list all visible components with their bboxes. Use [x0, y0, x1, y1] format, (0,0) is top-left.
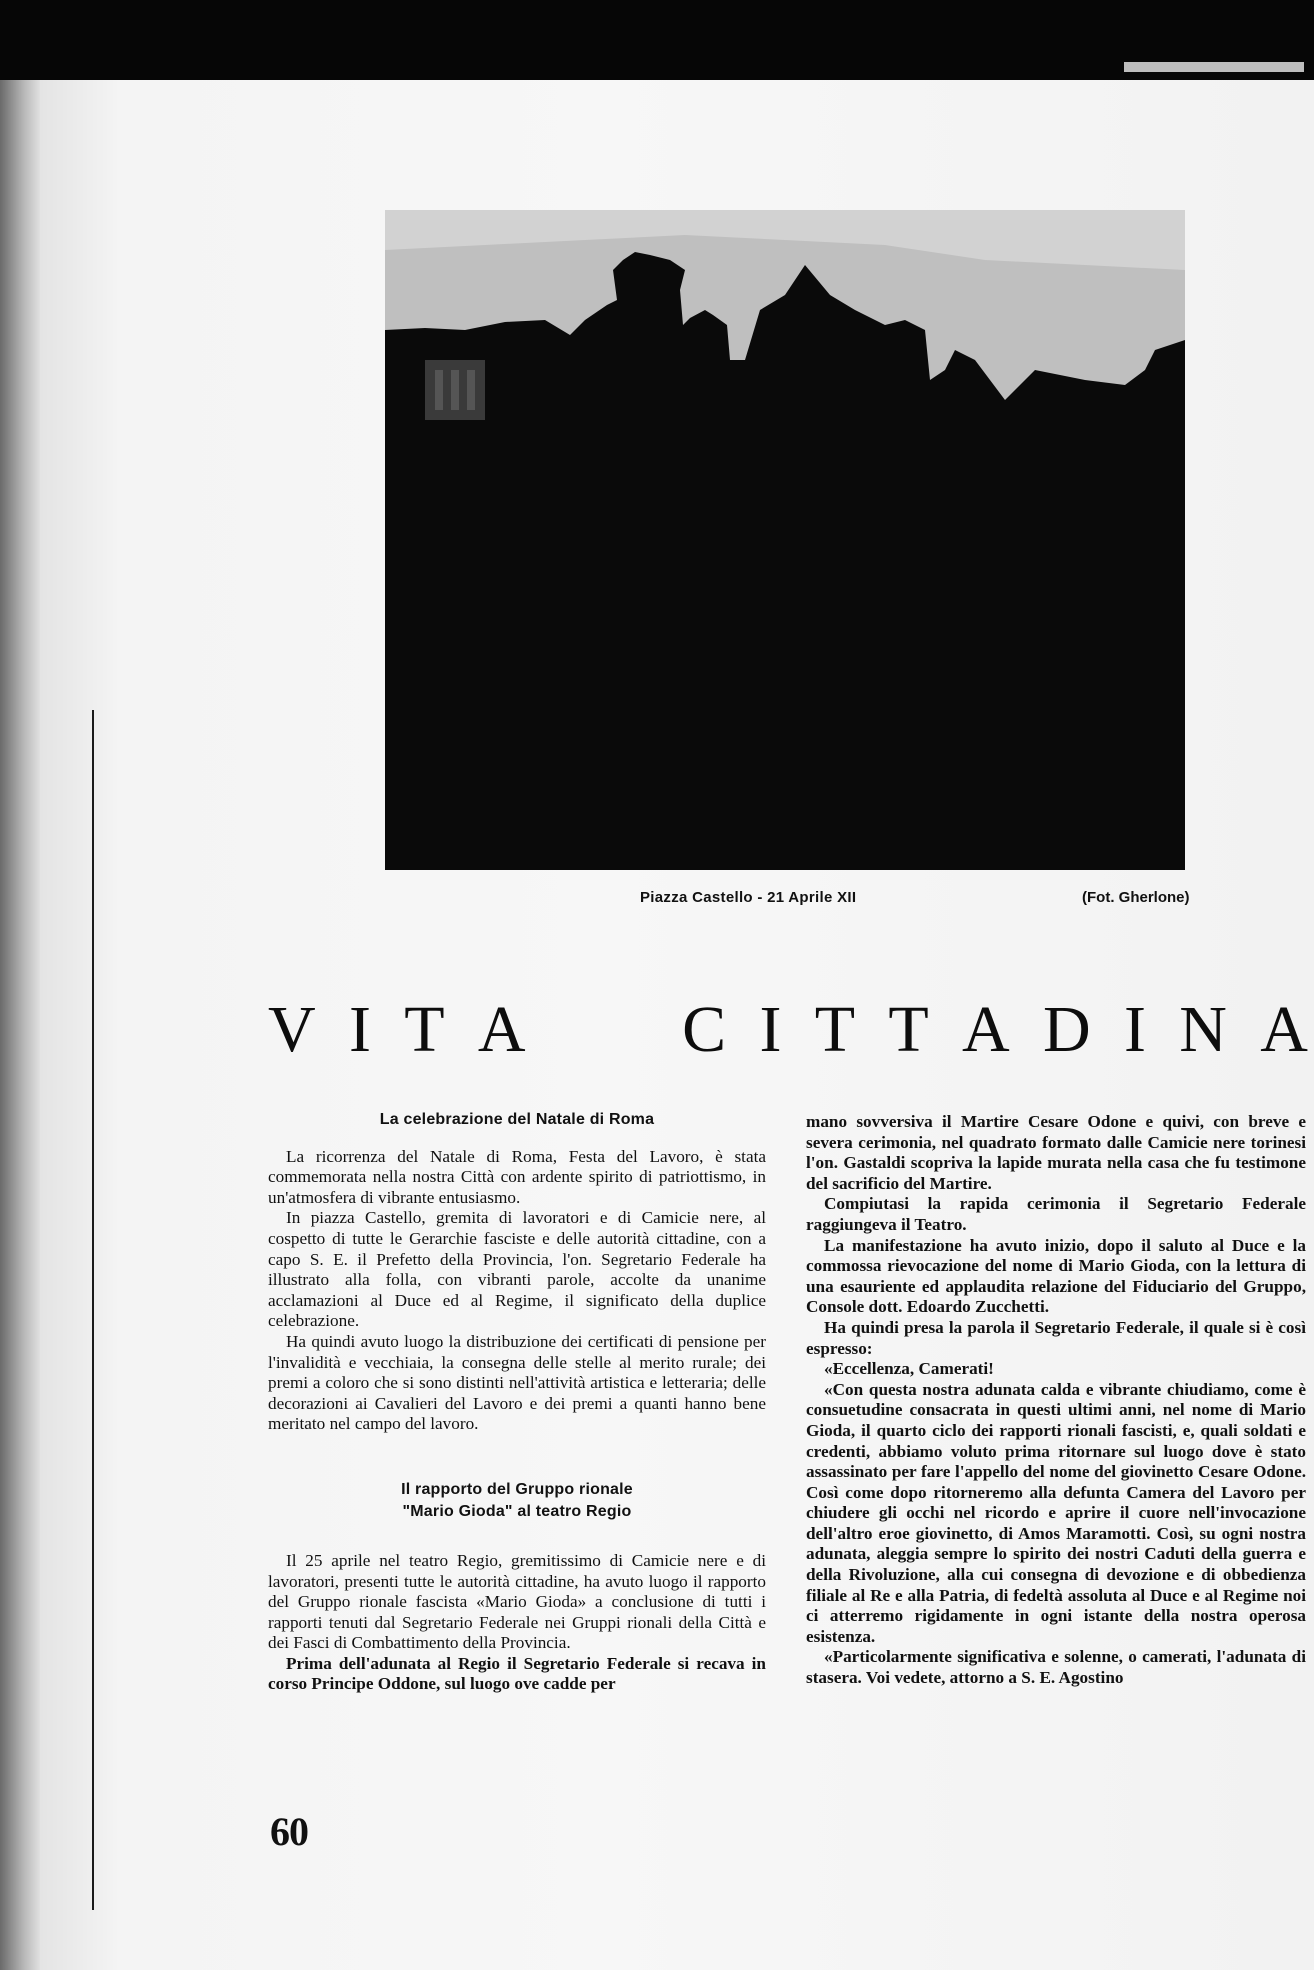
- scan-edge-strip: [1124, 62, 1304, 72]
- section-title-natale: La celebrazione del Natale di Roma: [379, 1111, 655, 1128]
- photo-caption: Piazza Castello - 21 Aprile XII: [640, 889, 857, 906]
- headline-letter: T: [404, 993, 445, 1066]
- headline-letter: D: [1042, 993, 1091, 1066]
- paragraph: Compiutasi la rapida cerimonia il Segretario Federale raggiungeva il Teatro.: [806, 1194, 1306, 1234]
- headline-letter: T: [814, 993, 856, 1066]
- headline-letter: A: [962, 993, 1010, 1066]
- headline-gap: [559, 992, 649, 1068]
- right-column: [806, 1112, 1306, 1689]
- speech-paragraph: «Con questa nostra adunata calda e vibrante chiudiamo, come è consuetudine consacrata in questi ultimi anni, nel nome di Mario Gioda, il quarto ciclo dei rapporti rionali fascisti, e, quali soldati e credenti, abbiamo voluto prima ritornare sul luogo dove è stato assassinato per fare l'appello del nome del giovinetto Cesare Odone. Così come dopo ritorneremo alla defunta Camera del Lavoro per chiudere gli occhi nel ricordo e aprire il cuore nell'invocazione dell'altro eroe giovinetto, di Amos Maramotti. Così, su ogni nostra adunata, aleggia sempre lo spirito dei nostri Caduti della guerra e della Rivoluzione, alla cui consegna di devozione e di obbedienza filiale al Re e alla Patria, di fedeltà assoluta al Duce e al Regime noi ci atterremo rigidamente in ogni istante della nostra operosa esistenza.: [806, 1379, 1306, 1646]
- photo-credit: (Fot. Gherlone): [1082, 889, 1190, 906]
- left-column: [268, 1110, 766, 1695]
- gutter-rule: [92, 710, 94, 1910]
- section-headline: [268, 992, 1308, 1068]
- paragraph: Prima dell'adunata al Regio il Segretario Federale si recava in corso Principe Oddone, sul luogo ove cadde per: [268, 1653, 766, 1694]
- paragraph: Ha quindi avuto luogo la distribuzione dei certificati di pensione per l'invalidità e vecchiaia, la consegna delle stelle al merito rurale; dei premi a coloro che si sono distinti nell'attività artistica e letteraria; delle decorazioni ai Cavalieri del Lavoro e dei premi a quanti hanno bene meritato nel campo del lavoro.: [268, 1331, 766, 1434]
- headline-letter: I: [759, 993, 782, 1066]
- paragraph: In piazza Castello, gremita di lavoratori e di Camicie nere, al cospetto di tutte le Gerarchie fasciste e delle autorità cittadine, con a capo S. E. il Prefetto della Provincia, l'on. Segretario Federale ha illustrato alla folla, con vibranti parole, accolte da unanime acclamazioni al Duce ed al Regime, il significato della duplice celebrazione.: [268, 1208, 766, 1331]
- paragraph: mano sovversiva il Martire Cesare Odone e quivi, con breve e severa cerimonia, nel quadrato formato dalle Camicie nere torinesi l'on. Gastaldi scopriva la lapide murata nella casa che fu testimone del sacrificio del Martire.: [806, 1112, 1306, 1193]
- headline-letter: A: [1260, 993, 1308, 1066]
- paragraph: Il 25 aprile nel teatro Regio, gremitissimo di Camicie nere e di lavoratori, presenti tutte le autorità cittadine, ha avuto luogo il rapporto del Gruppo rionale fascista «Mario Gioda» a conclusione di tutti i rapporti tenuti dal Segretario Federale nei Gruppi rionali della Città e dei Fasci di Combattimento della Provincia.: [268, 1550, 766, 1653]
- headline-letter: T: [888, 993, 929, 1066]
- headline-letter: I: [1123, 993, 1146, 1066]
- binding-shadow: [0, 80, 40, 1970]
- castle-silhouette-image: [385, 210, 1185, 870]
- paragraph: Ha quindi presa la parola il Segretario Federale, il quale si è così espresso:: [806, 1317, 1306, 1358]
- headline-letter: I: [348, 993, 371, 1066]
- paragraph: La manifestazione ha avuto inizio, dopo il saluto al Duce e la commossa rievocazione del nome di Mario Gioda, con la lettura di una esauriente ed applaudita relazione del Fiduciario del Gruppo, Console dott. Edoardo Zucchetti.: [806, 1235, 1306, 1317]
- headline-letter: C: [682, 993, 727, 1066]
- castle-photo: [385, 210, 1185, 870]
- headline-letter: A: [477, 993, 526, 1066]
- section-title-line: "Mario Gioda" al teatro Regio: [402, 1502, 632, 1520]
- speech-paragraph: «Particolarmente significativa e solenne, o camerati, l'adunata di stasera. Voi vedete, attorno a S. E. Agostino: [806, 1647, 1306, 1688]
- section-title-line: Il rapporto del Gruppo rionale: [401, 1480, 633, 1498]
- speech-salutation: «Eccellenza, Camerati!: [824, 1359, 994, 1379]
- paragraph: La ricorrenza del Natale di Roma, Festa del Lavoro, è stata commemorata nella nostra Città con ardente spirito di patriottismo, in un'atmosfera di vibrante entusiasmo.: [268, 1146, 766, 1207]
- section-title-rapporto: [268, 1479, 766, 1523]
- page-number: 60: [270, 1809, 308, 1854]
- headline-letter: V: [268, 993, 316, 1066]
- scan-top-border: [0, 0, 1314, 80]
- headline-letter: N: [1179, 993, 1227, 1066]
